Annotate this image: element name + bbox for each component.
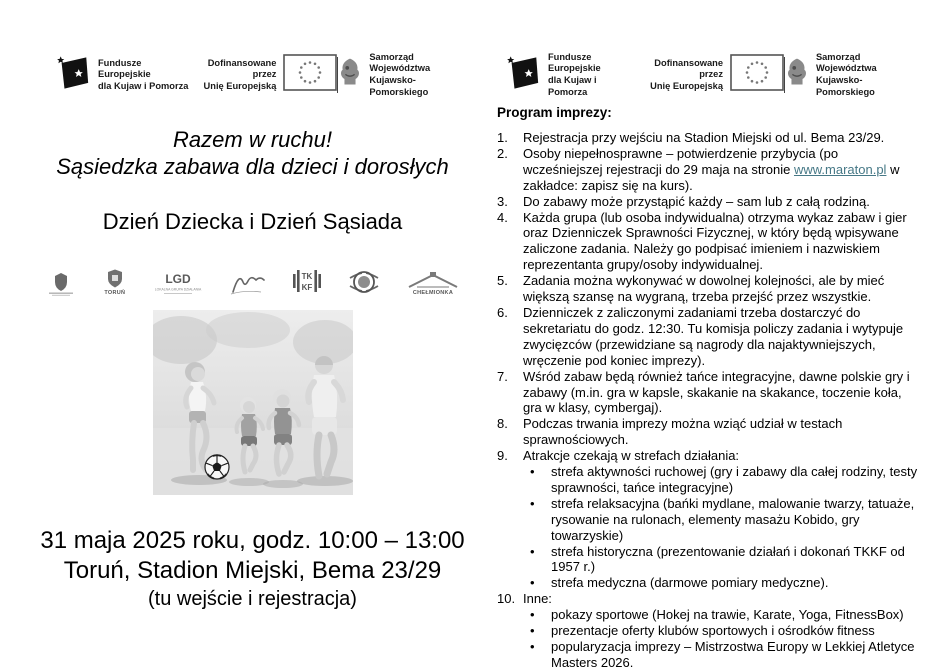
program-item-10: 10. Inne: xyxy=(497,591,552,607)
event-title-line1: Razem w ruchu! xyxy=(173,127,332,152)
program-list xyxy=(497,130,921,671)
program-item-4: 4. Każda grupa (lub osoba indywidualna) otrzyma wykaz zabaw i gier oraz Dzienniczek Sprawności Fizycznej, w który będą wpisywane zaliczone zadania. Należy go podpisać imieniem i nazwiskiem reprezentanta grupy/osoby indywidualnej. xyxy=(497,209,907,273)
partner-lgd-logo xyxy=(152,271,204,296)
eu-cofunded-label: Dofinansowane przez Unię Europejską xyxy=(650,57,723,91)
event-date: 31 maja 2025 roku, godz. 10:00 – 13:00 xyxy=(40,527,465,554)
partner-logos-row xyxy=(30,262,475,296)
program-title: Program imprezy: xyxy=(497,105,612,120)
voivodeship-logo xyxy=(338,52,470,98)
eu-flag-icon xyxy=(730,54,784,96)
zone-bullet-1: • strefa aktywności ruchowej (gry i zabawy dla całej rodziny, testy sprawności, tańce integracyjne) xyxy=(523,464,921,496)
flyer-left-page xyxy=(30,0,475,671)
maraton-link[interactable]: www.maraton.pl xyxy=(793,161,887,177)
eu-funding-header xyxy=(55,51,470,97)
event-location: Toruń, Stadion Miejski, Bema 23/29 xyxy=(63,557,442,584)
program-item-7: 7. Wśród zabaw będą również tańce integracyjne, dawne polskie gry i zabawy (m.in. gra w kapsle, skakanie na skakance, toczenie koła, gra w klasy, cymbergaj). xyxy=(497,368,910,416)
svg-text:LOKALNA GRUPA DZIAŁANIA: LOKALNA GRUPA DZIAŁANIA xyxy=(154,287,201,292)
event-title xyxy=(30,126,475,180)
eu-cofunded-label: Dofinansowane przez Unię Europejską xyxy=(203,57,277,91)
european-funds-label: Fundusze Europejskie dla Kujaw i Pomorza xyxy=(98,57,189,91)
european-funds-logo xyxy=(505,52,638,98)
european-funds-flag-icon xyxy=(505,54,541,96)
voivodeship-logo xyxy=(785,52,915,98)
program-item-9: 9. Atrakcje czekają w strefach działania: xyxy=(497,448,740,464)
event-subtitle: Dzień Dziecka i Dzień Sąsiada xyxy=(102,209,403,234)
partner-medallion-logo xyxy=(347,268,381,296)
other-bullet-2: • prezentacje oferty klubów sportowych i ośrodków fitness xyxy=(523,623,921,639)
svg-text:TK: TK xyxy=(301,272,313,281)
svg-text:LGD: LGD xyxy=(164,272,191,286)
european-funds-label: Fundusze Europejskie dla Kujaw i Pomorza xyxy=(548,51,601,97)
other-bullet-3: • popularyzacja imprezy – Mistrzostwa Europy w Lekkiej Atletyce Masters 2026. xyxy=(523,639,921,671)
voivodeship-crest-icon xyxy=(785,56,809,94)
other-bullet-1: • pokazy sportowe (Hokej na trawie, Karate, Yoga, FitnessBox) xyxy=(523,607,921,623)
partner-emblem-logo xyxy=(44,272,78,296)
program-item-2: 2. Osoby niepełnosprawne – potwierdzenie przybycia (po wcześniejszej rejestracji do 29 maja na stronie www.maraton.pl w zakładce: zapisz się na kurs). xyxy=(497,145,900,193)
voivodeship-label: Samorząd Województwa Kujawsko-Pomorskiego xyxy=(369,51,431,97)
partner-chelmionka-logo xyxy=(405,271,461,296)
eu-flag-icon xyxy=(283,54,337,96)
eu-cofunded-logo xyxy=(189,54,337,96)
partner-signature-logo xyxy=(227,270,267,296)
partner-chelmionka-label: CHEŁMIONKA xyxy=(412,290,454,296)
partner-tkkf-logo xyxy=(291,266,323,296)
eu-cofunded-logo xyxy=(638,54,784,96)
program-item-6: 6. Dzienniczek z zaliczonymi zadaniami trzeba dostarczyć do sekretariatu do godz. 12:30. Tu komisja policzy zadania i wytypuje zwycięzców (przewidziane są nagrody dla najaktywniejszych, wręczenie pod koniec imprezy). xyxy=(497,304,904,368)
european-funds-logo xyxy=(55,54,189,96)
svg-text:KF: KF xyxy=(301,283,313,292)
partner-torun-label: TORUŃ xyxy=(104,290,126,296)
flyer-right-page xyxy=(490,0,927,671)
program-item-5: 5. Zadania można wykonywać w dowolnej kolejności, ale by mieć większą szansę na wygraną, trzeba przejść przez wszystkie. xyxy=(497,273,885,305)
program-item-1: 1. Rejestracja przy wejściu na Stadion Miejski od ul. Bema 23/29. xyxy=(497,130,885,145)
soccer-ball-icon xyxy=(205,455,229,479)
event-details xyxy=(30,526,475,612)
eu-funding-header xyxy=(505,51,915,97)
program-item-3: 3. Do zabawy może przystąpić każdy – sam lub z całą rodziną. xyxy=(497,193,870,209)
voivodeship-label: Samorząd Województwa Kujawsko-Pomorskiego xyxy=(815,51,877,97)
european-funds-flag-icon xyxy=(55,54,91,96)
event-entry-note: (tu wejście i rejestracja) xyxy=(148,588,357,610)
event-title-line2: Sąsiedzka zabawa dla dzieci i dorosłych xyxy=(56,154,449,179)
program-item-8: 8. Podczas trwania imprezy można wziąć udział w testach sprawnościowych. xyxy=(497,416,843,448)
zone-bullet-4: • strefa medyczna (darmowe pomiary medyczne). xyxy=(523,575,921,591)
partner-torun-logo xyxy=(102,269,128,296)
zone-bullet-2: • strefa relaksacyjna (bańki mydlane, malowanie twarzy, tatuaże, rysowanie na rulonach, elementy masażu Kobido, gry towarzyskie) xyxy=(523,496,921,544)
voivodeship-crest-icon xyxy=(338,56,362,94)
family-photo xyxy=(153,310,353,495)
zone-bullet-3: • strefa historyczna (prezentowanie działań i dokonań TKKF od 1957 r.) xyxy=(523,544,921,576)
